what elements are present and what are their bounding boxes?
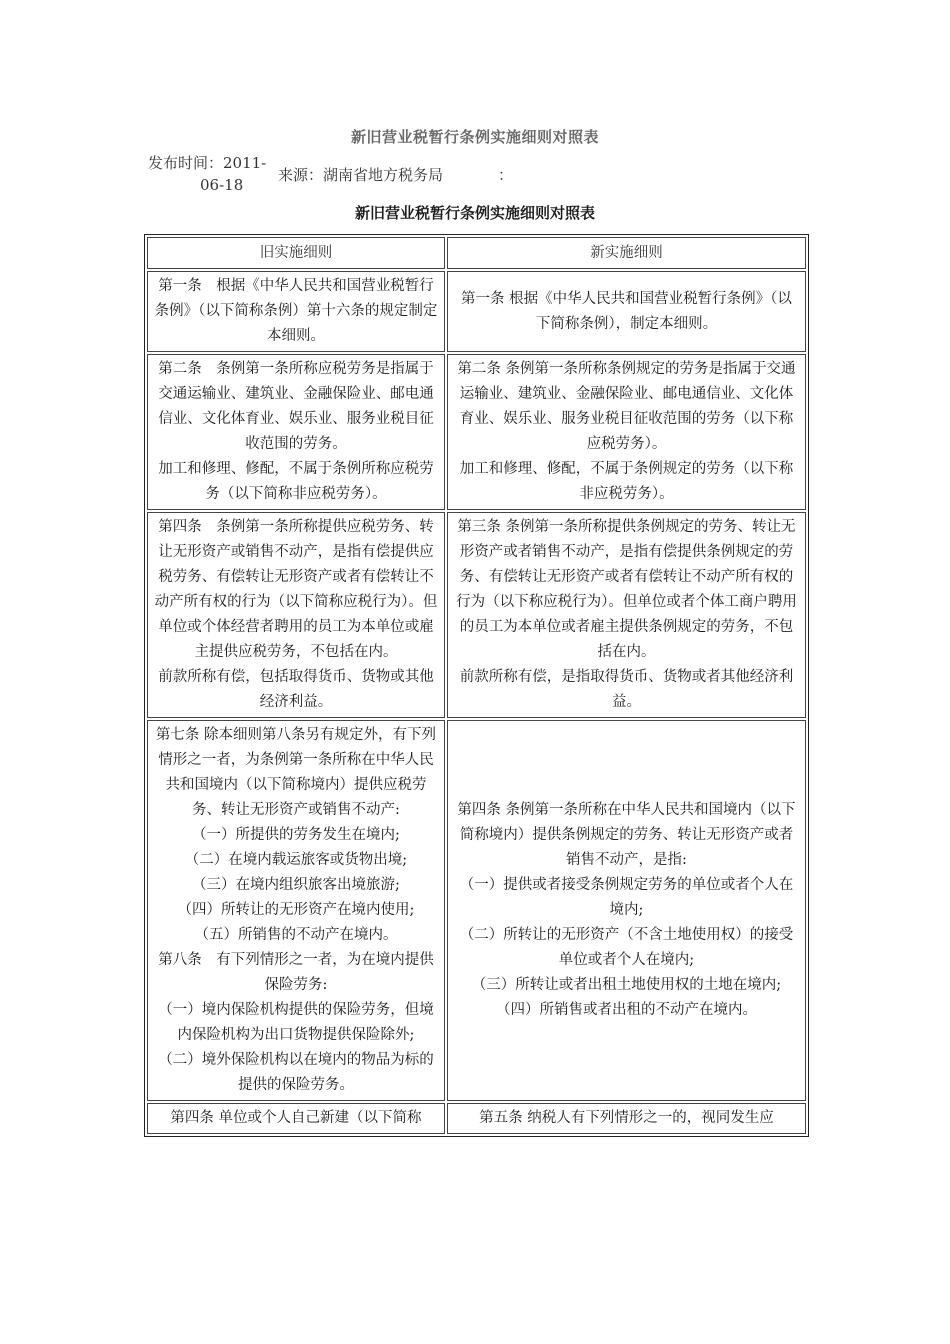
rule-paragraph: 第八条 有下列情形之一者，为在境内提供保险劳务: (158, 952, 434, 993)
old-rule-cell (147, 271, 445, 352)
source-label: 来源：湖南省地方税务局 (278, 166, 444, 184)
rule-paragraph: （一）所提供的劳务发生在境内; (192, 827, 400, 843)
rule-paragraph: 前款所称有偿，包括取得货币、货物或其他经济利益。 (158, 669, 434, 710)
new-rule-cell (447, 271, 806, 352)
new-rule-cell (447, 354, 806, 510)
rule-paragraph: 加工和修理、修配，不属于条例所称应税劳务（以下简称非应税劳务）。 (158, 461, 434, 502)
rule-paragraph: 第四条 单位或个人自己新建（以下简称 (170, 1110, 422, 1126)
table-header-row (147, 237, 806, 269)
table-row (147, 1103, 806, 1134)
rule-paragraph: （五）所销售的不动产在境内。 (194, 927, 398, 943)
table-row (147, 354, 806, 510)
rule-paragraph: 第五条 纳税人有下列情形之一的，视同发生应 (479, 1110, 774, 1126)
new-rule-cell (447, 1103, 806, 1134)
table-row (147, 271, 806, 352)
trailing-colon: ： (498, 166, 514, 184)
publish-meta (148, 152, 708, 196)
rule-paragraph: 第四条 条例第一条所称提供应税劳务、转让无形资产或销售不动产，是指有偿提供应税劳务、有偿转让无形资产或者有偿转让不动产所有权的行为（以下简称应税行为）。但单位或个体经营者聘用的员工为本单位或雇主提供应税劳务，不包括在内。 (154, 519, 438, 660)
rule-paragraph: （四）所转让的无形资产在境内使用; (177, 902, 415, 918)
new-rule-cell (447, 512, 806, 718)
comparison-table (144, 234, 809, 1137)
document-title: 新旧营业税暂行条例实施细则对照表 (350, 128, 599, 146)
publish-time (148, 152, 288, 196)
new-rule-cell (447, 720, 806, 1101)
rule-paragraph: （二）所转让的无形资产（不含土地使用权）的接受单位或者个人在境内; (459, 927, 794, 968)
rule-paragraph: （一）境内保险机构提供的保险劳务，但境内保险机构为出口货物提供保险除外; (158, 1002, 434, 1043)
old-rule-cell (147, 1103, 445, 1134)
table-row (147, 720, 806, 1101)
publish-time-label: 发布时间：2011- (148, 154, 267, 172)
old-rule-cell (147, 720, 445, 1101)
rule-paragraph: 第二条 条例第一条所称条例规定的劳务是指属于交通运输业、建筑业、金融保险业、邮电通信业、文化体育业、娱乐业、服务业税目征收范围的劳务（以下称应税劳务）。 (457, 361, 796, 452)
table-title: 新旧营业税暂行条例实施细则对照表 (354, 204, 595, 222)
rule-paragraph: （二）境外保险机构以在境内的物品为标的提供的保险劳务。 (158, 1052, 434, 1093)
old-rule-cell (147, 512, 445, 718)
table-body (147, 271, 806, 1134)
header-new-rules: 新实施细则 (447, 237, 806, 269)
publish-date-cont: 06-18 (200, 176, 244, 194)
rule-paragraph: 第一条 根据《中华人民共和国营业税暂行条例》（以下简称条例），制定本细则。 (461, 290, 792, 332)
rule-paragraph: （三）在境内组织旅客出境旅游; (192, 877, 400, 893)
rule-paragraph: （三）所转让或者出租土地使用权的土地在境内; (471, 977, 782, 993)
old-rule-cell (147, 354, 445, 510)
table-row (147, 512, 806, 718)
rule-paragraph: 第一条 根据《中华人民共和国营业税暂行条例》（以下简称条例）第十六条的规定制定本细则。 (154, 278, 438, 344)
rule-paragraph: （二）在境内载运旅客或货物出境; (184, 852, 408, 868)
rule-paragraph: （四）所销售或者出租的不动产在境内。 (495, 1002, 757, 1018)
rule-paragraph: 加工和修理、修配，不属于条例规定的劳务（以下称非应税劳务）。 (459, 461, 794, 502)
rule-paragraph: 第四条 条例第一条所称在中华人民共和国境内（以下简称境内）提供条例规定的劳务、转让无形资产或者销售不动产，是指: (457, 802, 796, 868)
rule-paragraph: （一）提供或者接受条例规定劳务的单位或者个人在境内; (459, 877, 794, 918)
rule-paragraph: 第二条 条例第一条所称应税劳务是指属于交通运输业、建筑业、金融保险业、邮电通信业、文化体育业、娱乐业、服务业税目征收范围的劳务。 (158, 361, 434, 452)
header-old-rules: 旧实施细则 (147, 237, 445, 269)
rule-paragraph: 第七条 除本细则第八条另有规定外，有下列情形之一者，为条例第一条所称在中华人民共和国境内（以下简称境内）提供应税劳务、转让无形资产或销售不动产: (155, 727, 437, 818)
rule-paragraph: 第三条 条例第一条所称提供条例规定的劳务、转让无形资产或者销售不动产，是指有偿提供条例规定的劳务、有偿转让无形资产或者有偿转让不动产所有权的行为（以下称应税行为）。但单位或者个体工商户聘用的员工为本单位或者雇主提供条例规定的劳务，不包括在内。 (456, 519, 797, 660)
rule-paragraph: 前款所称有偿，是指取得货币、货物或者其他经济利益。 (459, 669, 794, 710)
